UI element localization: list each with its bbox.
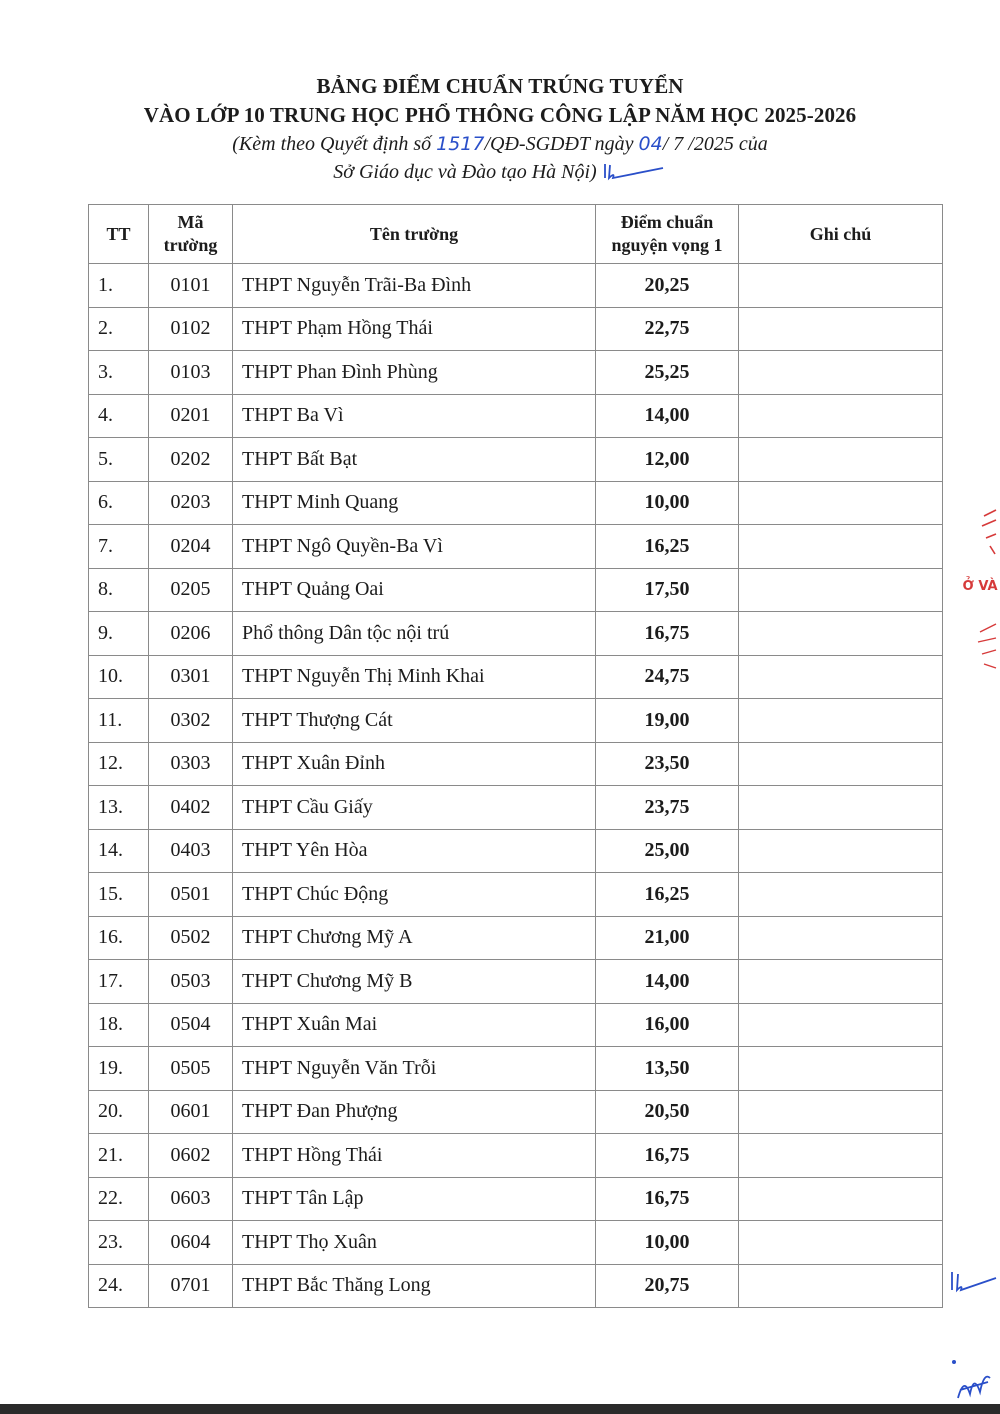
col-header-school-name: Tên trường (233, 205, 596, 264)
row-number: 20. (89, 1090, 149, 1134)
school-code: 0203 (149, 481, 233, 525)
handwritten-decision-day: 04 (638, 133, 663, 155)
notes (739, 916, 943, 960)
school-code: 0102 (149, 307, 233, 351)
table-row (89, 655, 943, 699)
notes (739, 1177, 943, 1221)
row-number: 11. (89, 699, 149, 743)
row-number: 3. (89, 351, 149, 395)
row-number: 2. (89, 307, 149, 351)
admission-score: 10,00 (596, 481, 739, 525)
school-name: THPT Chương Mỹ A (233, 916, 596, 960)
handwritten-decision-number: 1517 (436, 133, 485, 155)
notes (739, 1003, 943, 1047)
row-number: 10. (89, 655, 149, 699)
row-number: 15. (89, 873, 149, 917)
row-number: 13. (89, 786, 149, 830)
notes (739, 264, 943, 308)
admission-score: 20,75 (596, 1264, 739, 1308)
school-code: 0502 (149, 916, 233, 960)
notes (739, 1047, 943, 1091)
table-header-row (89, 205, 943, 264)
stamp-fragment (962, 508, 998, 698)
notes (739, 351, 943, 395)
table-row (89, 1003, 943, 1047)
school-name: THPT Minh Quang (233, 481, 596, 525)
admission-score: 16,00 (596, 1003, 739, 1047)
school-name: THPT Quảng Oai (233, 568, 596, 612)
school-code: 0603 (149, 1177, 233, 1221)
admission-score: 25,00 (596, 829, 739, 873)
school-name: THPT Nguyễn Văn Trỗi (233, 1047, 596, 1091)
col-header-notes: Ghi chú (739, 205, 943, 264)
school-code: 0501 (149, 873, 233, 917)
admission-score: 10,00 (596, 1221, 739, 1265)
initial-signature-icon (601, 160, 667, 182)
table-row (89, 960, 943, 1004)
admission-score: 16,75 (596, 1177, 739, 1221)
school-code: 0202 (149, 438, 233, 482)
school-code: 0303 (149, 742, 233, 786)
school-code: 0602 (149, 1134, 233, 1178)
table-row (89, 873, 943, 917)
col-header-code-line2: trường (163, 235, 218, 255)
admission-score: 16,25 (596, 525, 739, 569)
notes (739, 829, 943, 873)
table-row (89, 612, 943, 656)
col-header-score-line2: nguyện vọng 1 (611, 235, 723, 255)
school-name: THPT Chương Mỹ B (233, 960, 596, 1004)
table-row (89, 1264, 943, 1308)
notes (739, 1221, 943, 1265)
notes (739, 394, 943, 438)
notes (739, 438, 943, 482)
school-name: THPT Bắc Thăng Long (233, 1264, 596, 1308)
admission-score: 23,50 (596, 742, 739, 786)
school-name: THPT Phan Đình Phùng (233, 351, 596, 395)
school-name: Phổ thông Dân tộc nội trú (233, 612, 596, 656)
notes (739, 786, 943, 830)
school-code: 0302 (149, 699, 233, 743)
table-row (89, 916, 943, 960)
document-header (0, 72, 1000, 186)
table-row (89, 351, 943, 395)
school-code: 0206 (149, 612, 233, 656)
table-row (89, 1134, 943, 1178)
notes (739, 307, 943, 351)
school-name: THPT Xuân Mai (233, 1003, 596, 1047)
school-code: 0503 (149, 960, 233, 1004)
notes (739, 1264, 943, 1308)
table-row (89, 742, 943, 786)
row-number: 18. (89, 1003, 149, 1047)
table-row (89, 1090, 943, 1134)
school-name: THPT Nguyễn Thị Minh Khai (233, 655, 596, 699)
admission-score-table (88, 204, 943, 1308)
page-initial-icon (946, 1266, 998, 1296)
row-number: 9. (89, 612, 149, 656)
school-name: THPT Xuân Đỉnh (233, 742, 596, 786)
notes (739, 655, 943, 699)
admission-score: 24,75 (596, 655, 739, 699)
school-name: THPT Nguyễn Trãi-Ba Đình (233, 264, 596, 308)
row-number: 14. (89, 829, 149, 873)
school-name: THPT Chúc Động (233, 873, 596, 917)
table-row (89, 525, 943, 569)
notes (739, 699, 943, 743)
table-body (89, 264, 943, 1308)
table-row (89, 264, 943, 308)
table-row (89, 568, 943, 612)
notes (739, 1090, 943, 1134)
school-name: THPT Ngô Quyền-Ba Vì (233, 525, 596, 569)
admission-score: 21,00 (596, 916, 739, 960)
school-code: 0604 (149, 1221, 233, 1265)
admission-score: 22,75 (596, 307, 739, 351)
admission-score: 16,75 (596, 612, 739, 656)
decision-suffix: / 7 /2025 của (662, 133, 768, 155)
school-code: 0505 (149, 1047, 233, 1091)
table-row (89, 438, 943, 482)
school-name: THPT Thượng Cát (233, 699, 596, 743)
admission-score: 13,50 (596, 1047, 739, 1091)
school-code: 0403 (149, 829, 233, 873)
row-number: 4. (89, 394, 149, 438)
notes (739, 1134, 943, 1178)
admission-score: 25,25 (596, 351, 739, 395)
scan-bottom-edge (0, 1404, 1000, 1414)
table-row (89, 699, 943, 743)
admission-score: 16,75 (596, 1134, 739, 1178)
notes (739, 742, 943, 786)
table-row (89, 1221, 943, 1265)
row-number: 22. (89, 1177, 149, 1221)
issuer: Sở Giáo dục và Đào tạo Hà Nội) (333, 161, 597, 183)
decision-reference (0, 130, 1000, 158)
col-header-code-line1: Mã (177, 212, 204, 232)
row-number: 1. (89, 264, 149, 308)
school-code: 0103 (149, 351, 233, 395)
school-name: THPT Phạm Hồng Thái (233, 307, 596, 351)
col-header-tt: TT (89, 205, 149, 264)
row-number: 5. (89, 438, 149, 482)
school-code: 0504 (149, 1003, 233, 1047)
row-number: 23. (89, 1221, 149, 1265)
table-row (89, 829, 943, 873)
school-code: 0402 (149, 786, 233, 830)
notes (739, 481, 943, 525)
decision-middle: /QĐ-SGDĐT ngày (484, 133, 639, 155)
school-name: THPT Hồng Thái (233, 1134, 596, 1178)
col-header-score (596, 205, 739, 264)
school-code: 0301 (149, 655, 233, 699)
table-row (89, 481, 943, 525)
row-number: 19. (89, 1047, 149, 1091)
table-row (89, 1177, 943, 1221)
admission-score: 14,00 (596, 960, 739, 1004)
table-row (89, 1047, 943, 1091)
notes (739, 873, 943, 917)
row-number: 17. (89, 960, 149, 1004)
admission-score: 20,25 (596, 264, 739, 308)
table-row (89, 394, 943, 438)
school-code: 0205 (149, 568, 233, 612)
notes (739, 960, 943, 1004)
school-name: THPT Bất Bạt (233, 438, 596, 482)
school-name: THPT Yên Hòa (233, 829, 596, 873)
admission-score: 23,75 (596, 786, 739, 830)
school-name: THPT Ba Vì (233, 394, 596, 438)
row-number: 7. (89, 525, 149, 569)
school-name: THPT Thọ Xuân (233, 1221, 596, 1265)
admission-score: 12,00 (596, 438, 739, 482)
school-code: 0201 (149, 394, 233, 438)
school-code: 0101 (149, 264, 233, 308)
document-subtitle: VÀO LỚP 10 TRUNG HỌC PHỔ THÔNG CÔNG LẬP NĂM HỌC 2025-2026 (143, 103, 857, 127)
school-code: 0204 (149, 525, 233, 569)
school-code: 0601 (149, 1090, 233, 1134)
row-number: 16. (89, 916, 149, 960)
table-row (89, 307, 943, 351)
document-title: BẢNG ĐIỂM CHUẨN TRÚNG TUYỂN (316, 74, 684, 98)
row-number: 6. (89, 481, 149, 525)
decision-prefix: (Kèm theo Quyết định số (232, 133, 437, 155)
col-header-score-line1: Điểm chuẩn (620, 212, 714, 232)
school-name: THPT Đan Phượng (233, 1090, 596, 1134)
notes (739, 525, 943, 569)
stamp-fragment-text: Ở VÀ (962, 579, 998, 594)
admission-score: 14,00 (596, 394, 739, 438)
admission-score: 16,25 (596, 873, 739, 917)
school-code: 0701 (149, 1264, 233, 1308)
admission-score: 20,50 (596, 1090, 739, 1134)
admission-score: 17,50 (596, 568, 739, 612)
table-row (89, 786, 943, 830)
row-number: 21. (89, 1134, 149, 1178)
school-name: THPT Tân Lập (233, 1177, 596, 1221)
school-name: THPT Cầu Giấy (233, 786, 596, 830)
row-number: 12. (89, 742, 149, 786)
issuer-line (0, 158, 1000, 186)
row-number: 24. (89, 1264, 149, 1308)
row-number: 8. (89, 568, 149, 612)
notes (739, 568, 943, 612)
admission-score: 19,00 (596, 699, 739, 743)
col-header-school-code (149, 205, 233, 264)
notes (739, 612, 943, 656)
bottom-signature-icon (950, 1358, 994, 1404)
